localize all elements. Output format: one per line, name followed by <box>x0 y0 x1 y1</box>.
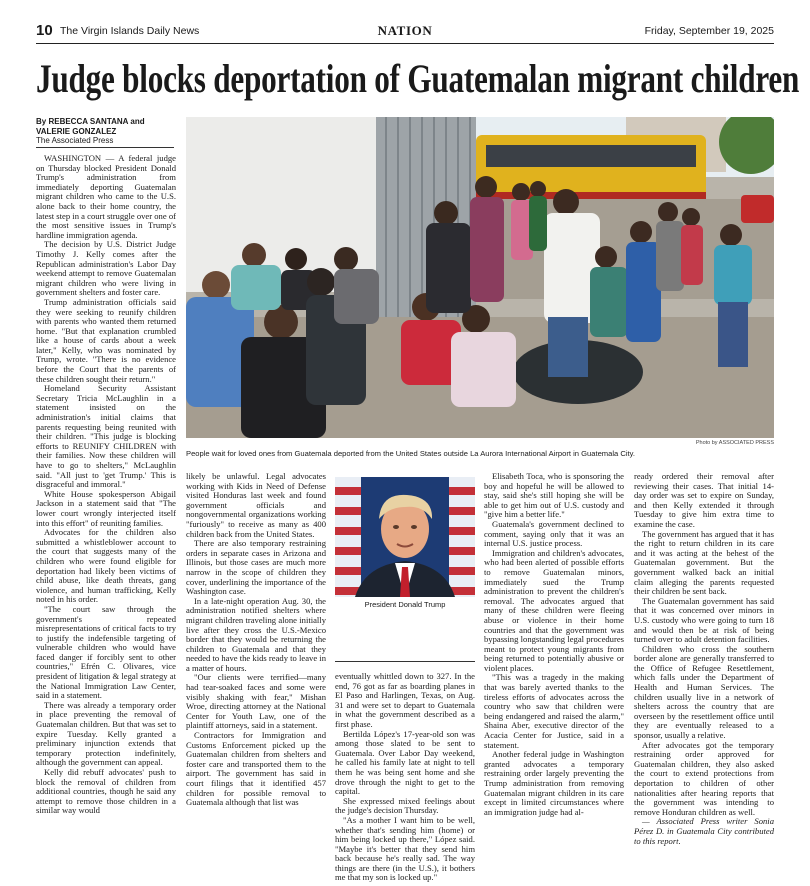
paragraph: Bertilda López's 17-year-old son was among those slated to be sent to Guatemala. Over Labor Day weekend, he called his family late at night to tell them he was being sent home and she drove through the night to get to the capital. <box>335 728 475 797</box>
main-photo <box>186 117 774 438</box>
photo-caption: People wait for loved ones from Guatemala deported from the United States outside La Aurora International Airport in Guatemala City. <box>186 449 635 458</box>
paragraph: The Guatemalan government has said that it was concerned over minors in U.S. custody who were going to turn 18 and would then be at risk of being turned over to adult detention facilities. <box>634 595 774 645</box>
paragraph: The decision by U.S. District Judge Timothy J. Kelly comes after the Republican administration's Labor Day weekend attempt to remove Guatemalan migrant children who were living in government shelters and foster care. <box>36 239 176 298</box>
inset-caption: President Donald Trump <box>364 600 446 609</box>
headline: Judge blocks deportation of Guatemalan migrant children <box>36 56 800 101</box>
contributor-note: — Associated Press writer Sonia Pérez D. in Guatemala City contributed to this report. <box>634 816 774 846</box>
byline-divider <box>36 147 174 148</box>
paragraph: Elisabeth Toca, who is sponsoring the boy and hopeful he will be allowed to stay, said she's still hoping she will be able to get him out of U.S. custody and "give him a better life." <box>484 472 624 520</box>
section-name: NATION <box>377 23 433 38</box>
paragraph: Advocates for the children also submitted a whistleblower account to the court that suggests many of the children who were found eligible for deportation had likely been victims of child abuse, like death threats, gang violence, and human trafficking, Kelly noted in his order. <box>36 527 176 605</box>
inset-photo <box>335 477 475 597</box>
article-column-5 <box>634 472 774 884</box>
paragraph: There was already a temporary order in place preventing the removal of Guatemalan children. But that was set to expire Tuesday. Kelly granted a preliminary injunction extends that temporary protection indefinitely, although the government can appeal. <box>36 699 176 768</box>
paragraph: Another federal judge in Washington granted advocates a temporary restraining order largely preventing the Trump administration from removing Guatemalan migrant children in its care except in limited circumstances where an immigration judge had al- <box>484 749 624 817</box>
article-column-3 <box>335 672 475 884</box>
paragraph: She expressed mixed feelings about the judge's decision Thursday. <box>335 795 475 816</box>
paragraph: The government has argued that it has the right to return children in its care and it was acting at the behest of the Guatemalan government. But the government walked back an initial claim alleging the parents requested their children be sent back. <box>634 528 774 597</box>
paragraph: White House spokesperson Abigail Jackson in a statement said that "The lower court wrongly interjected itself into this effort" of reuniting families. <box>36 488 176 528</box>
paragraph: Kelly did rebuff advocates' push to block the removal of children from additional countries, though he said any attempt to remove those children in a similar way would <box>36 767 176 816</box>
paragraph: Children who cross the southern border alone are generally transferred to the Office of Refugee Resettlement, which falls under the Department of Health and Human Services. The children usually live in a network of shelters across the country that are overseen by the resettlement office until they are eventually released to a sponsor, usually a relative. <box>634 643 774 741</box>
byline-organization: The Associated Press <box>36 136 114 145</box>
inset-divider <box>335 661 475 662</box>
page-number: 10 <box>36 22 53 39</box>
page-header <box>36 22 774 44</box>
paragraph: "This was a tragedy in the making that was barely averted thanks to the tireless efforts of advocates across the country who saw that children were being endangered and raised the alarm," Shaina Aber, executive director of the Acacia Center for Justice, said in a statement. <box>484 672 624 750</box>
photo-credit: Photo by ASSOCIATED PRESS <box>695 440 774 446</box>
paragraph: There are also temporary restraining orders in separate cases in Arizona and Illinois, but those cases are much more narrow in the scope of children they cover, underlining the importance of the Washington case. <box>186 538 326 597</box>
byline <box>36 117 176 146</box>
paragraph: Contractors for Immigration and Customs Enforcement picked up the Guatemalan children from shelters and foster care and transported them to the airport. The government has said in court filings that it identified 457 children for possible removal to Guatemala although that list was <box>186 730 326 808</box>
paragraph: Guatemala's government declined to comment, saying only that it was an internal U.S. justice process. <box>484 518 624 549</box>
article-column-1 <box>36 154 176 884</box>
article-column-2 <box>186 472 326 884</box>
airport-crowd-illustration <box>186 117 774 438</box>
paragraph: WASHINGTON — A federal judge on Thursday blocked President Donald Trump's administration from immediately deporting Guatemalan migrant children who came to the U.S. alone back to their home country, the latest step in a court struggle over one of the most sensitive issues in Trump's hardline immigration agenda. <box>36 154 176 240</box>
paragraph: "As a mother I want him to be well, whether that's sending him (home) or him being locked up there," López said. "Maybe it's better that they send him back because he's really sad. The way things are there (in the U.S.), it bothers me that my son is locked up." <box>335 814 475 883</box>
paragraph: Immigration and children's advocates, who had been alerted of possible efforts to remove Guatemalan minors, immediately sued the Trump administration to prevent the children's removal. The advocates argued that many of these children were fleeing abuse or violence in their home countries and that the government was bypassing longstanding legal procedures meant to protect young migrants from being returned to potentially abusive or violent places. <box>484 547 624 673</box>
newspaper-name: The Virgin Islands Daily News <box>60 25 200 37</box>
paragraph: ready ordered their removal after reviewing their cases. That initial 14-day order was set to expire on Sunday, and then Kelly extended it through Tuesday to give him extra time to examine the case. <box>634 472 774 529</box>
paragraph: Homeland Security Assistant Secretary Tricia McLaughlin in a statement insisted on the administration's initial claims that parents requesting being reunited with their children. "This judge is blocking efforts to REUNIFY CHILDREN with their families. Now these children will have to go to shelters," McLaughlin said. "All just to 'get Trump.' This is disgraceful and immoral." <box>36 383 176 490</box>
byline-authors: By REBECCA SANTANA and VALERIE GONZALEZ <box>36 117 145 136</box>
paragraph: "The court saw through the government's repeated misrepresentations of critical facts to try to justify the indefensible targeting of vulnerable children who would have faced danger if forcibly sent to other countries," Efrén C. Olivares, vice president of litigation & legal strategy at the National Immigration Law Center, said in a statement. <box>36 603 176 701</box>
article-column-4 <box>484 472 624 884</box>
issue-date: Friday, September 19, 2025 <box>644 25 774 37</box>
paragraph: "Our clients were terrified—many had tear-soaked faces and some were visibly shaking with fear," Mishan Wroe, directing attorney at the National Center for Youth Law, one of the plaintiff attorneys, said in a statement. <box>186 672 326 731</box>
paragraph: In a late-night operation Aug. 30, the administration notified shelters where migrant children traveling alone initially live after they cross the U.S.-Mexico border that they would be returning the children to Guatemala and that they needed to have the kids ready to leave in a matter of hours. <box>186 595 326 673</box>
paragraph: Trump administration officials said they were seeking to reunify children with parents who wanted them returned home. "But that explanation crumbled like a house of cards about a week later," Kelly, who was nominated by Trump, wrote. "There is no evidence before the Court that the parents of these children sought their return." <box>36 296 176 384</box>
paragraph: eventually whittled down to 327. In the end, 76 got as far as boarding planes in El Paso and Harlingen, Texas, on Aug. 31 and were set to depart to Guatemala in what the government described as a first phase. <box>335 672 475 729</box>
paragraph: After advocates got the temporary restraining order approved for Guatemalan children, they also asked the court to extend protections from deportation to children of other nationalities after hearing reports that the government was intending to remove Honduran children as well. <box>634 739 774 817</box>
portrait-illustration <box>335 477 475 597</box>
paragraph: likely be unlawful. Legal advocates working with Kids in Need of Defense visited Honduras last week and found government officials and nongovernmental organizations working "furiously" to receive as many as 400 children back from the United States. <box>186 472 326 539</box>
